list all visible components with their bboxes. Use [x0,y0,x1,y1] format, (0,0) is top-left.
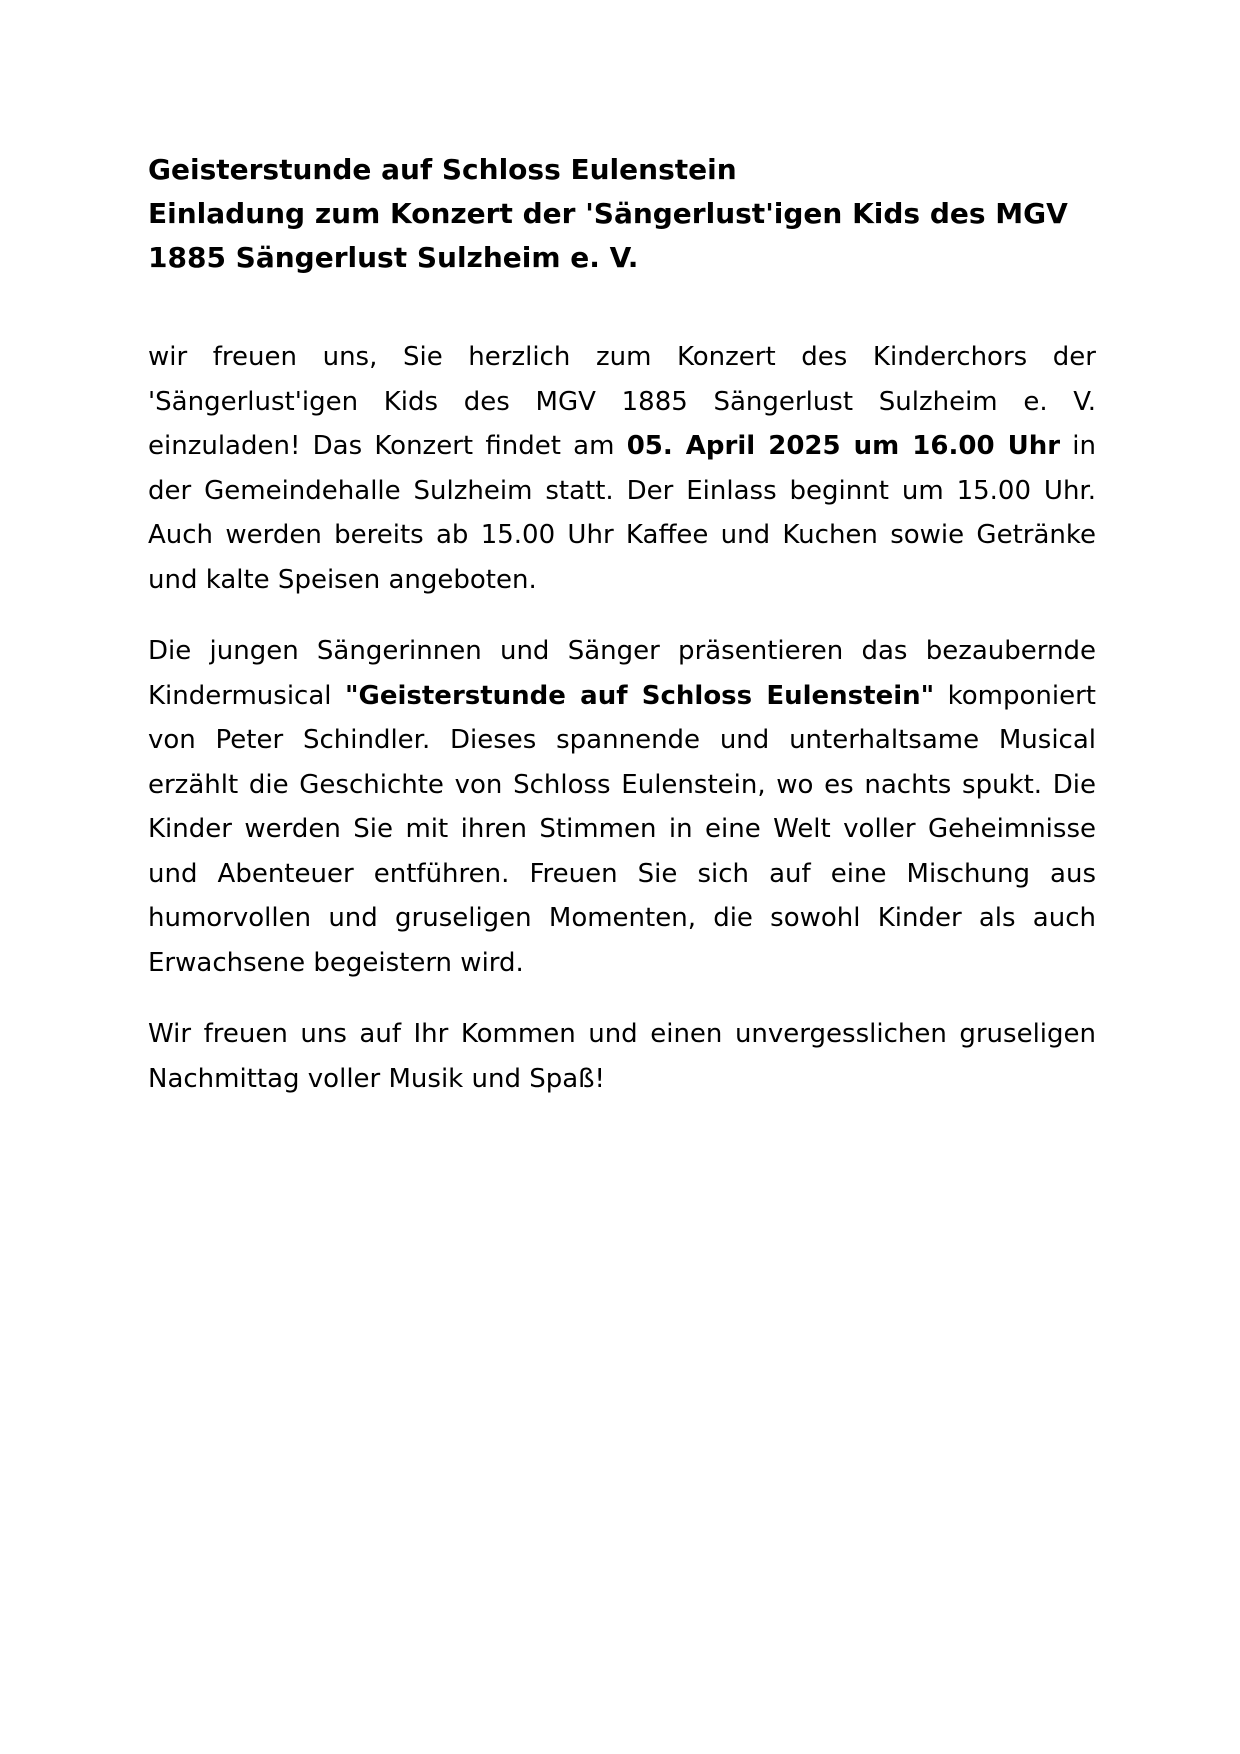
invitation-text-start: wir freuen uns, Sie herzlich zum Konzert des Kinderchors der 'Sängerlust'igen Kids des MGV 1885 Sängerlust Sulzheim e. V. einzuladen! Das Konzert findet am [148,342,1096,461]
musical-title: "Geisterstunde auf Schloss Eulenstein" [344,680,935,711]
musical-description-paragraph [148,629,1096,985]
document-page [148,148,1096,1128]
invitation-paragraph [148,335,1096,602]
invitation-text-end: in der Gemeindehalle Sulzheim statt. Der Einlass beginnt um 15.00 Uhr. Auch werden bereits ab 15.00 Uhr Kaffee und Kuchen sowie Getränke und kalte Speisen angeboten. [148,431,1096,595]
document-heading [148,148,1096,280]
closing-paragraph: Wir freuen uns auf Ihr Kommen und einen unvergesslichen gruseligen Nachmittag voller Musik und Spaß! [148,1019,1096,1094]
heading-title: Geisterstunde auf Schloss Eulenstein [148,153,737,186]
heading-subtitle-line-1: Einladung zum Konzert der 'Sängerlust'igen Kids des MGV [148,197,1068,230]
heading-subtitle-line-2: 1885 Sängerlust Sulzheim e. V. [148,241,639,274]
musical-text-end: komponiert von Peter Schindler. Dieses spannende und unterhaltsame Musical erzählt die Geschichte von Schloss Eulenstein, wo es nachts spukt. Die Kinder werden Sie mit ihren Stimmen in eine Welt voller Geheimnisse und Abenteuer entführen. Freuen Sie sich auf eine Mischung aus humorvollen und gruseligen Momenten, die sowohl Kinder als auch Erwachsene begeistern wird. [148,680,1097,978]
concert-date-time: 05. April 2025 um 16.00 Uhr [626,431,1061,461]
musical-text-start: Die jungen Sängerinnen und Sänger präsentieren das bezaubernde Kindermusical [148,636,1096,711]
